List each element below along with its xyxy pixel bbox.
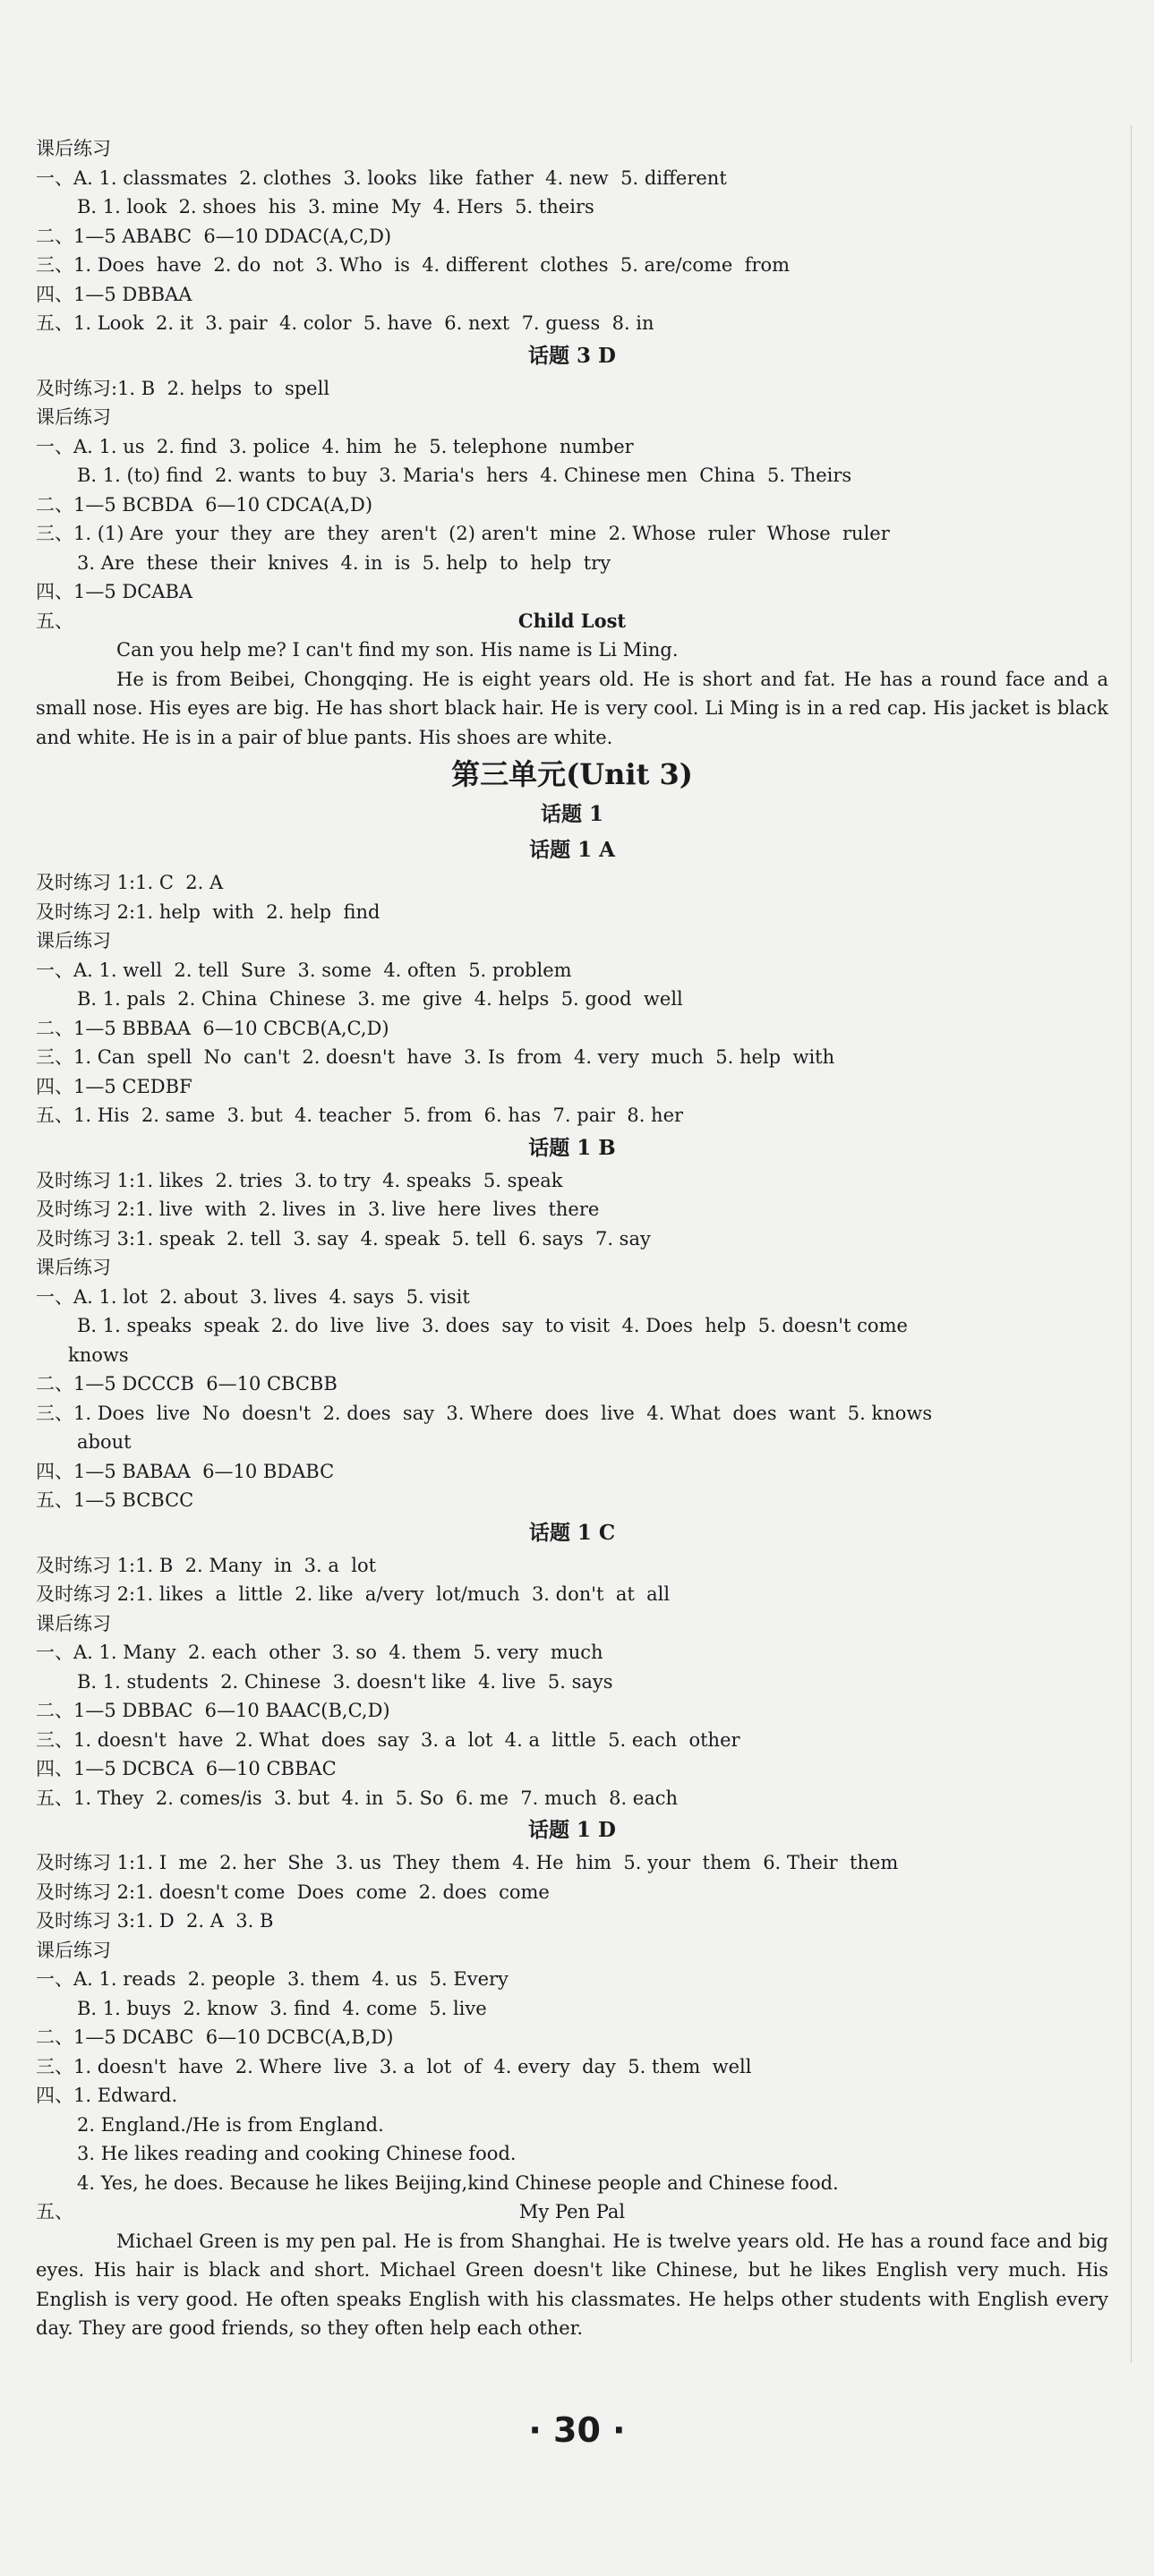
- answer-line: 三、1. doesn't have 2. Where live 3. a lot of 4. every day 5. them well: [36, 2055, 752, 2077]
- answer-line: 二、1—5 BCBDA 6—10 CDCA(A,D): [36, 493, 373, 516]
- answer-line: 2. England./He is from England.: [77, 2113, 384, 2136]
- answer-line: 一、A. 1. us 2. find 3. police 4. him he 5. telephone number: [36, 435, 634, 457]
- essay-paragraph: Michael Green is my pen pal. He is from Shanghai. He is twelve years old. He has a round face and big eyes. His hair is black and short. Michael Green doesn't like Chinese, but he likes English very much. His English is very good. He often speaks English with his classmates. He helps other students with English every day. They are good friends, so they often help each other.: [36, 2230, 1108, 2339]
- answer-line: 及时练习 2:1. help with 2. help find: [36, 900, 380, 923]
- answer-line: 三、1. Can spell No can't 2. doesn't have 3. Is from 4. very much 5. help with: [36, 1046, 835, 1068]
- answer-line: 二、1—5 DCCCB 6—10 CBCBB: [36, 1373, 338, 1395]
- answer-line: 课后练习: [36, 138, 111, 159]
- answer-content: [36, 134, 1108, 2343]
- answer-line: 四、1—5 CEDBF: [36, 1075, 192, 1097]
- answer-line: 四、1—5 DCBCA 6—10 CBBAC: [36, 1758, 337, 1779]
- answer-line: B. 1. speaks speak 2. do live live 3. does say to visit 4. Does help 5. doesn't come: [77, 1315, 908, 1336]
- answer-line: 课后练习: [36, 1257, 111, 1278]
- answer-line: B. 1. (to) find 2. wants to buy 3. Maria's hers 4. Chinese men China 5. Theirs: [77, 465, 852, 486]
- answer-line: 及时练习 1:1. likes 2. tries 3. to try 4. speaks 5. speak: [36, 1169, 563, 1191]
- answer-line: 一、A. 1. classmates 2. clothes 3. looks like father 4. new 5. different: [36, 166, 727, 189]
- essay-title: My Pen Pal: [518, 2201, 626, 2222]
- answer-line: 一、A. 1. Many 2. each other 3. so 4. them 5. very much: [36, 1642, 603, 1663]
- answer-line: 及时练习 2:1. likes a little 2. like a/very lot/much 3. don't at all: [36, 1583, 671, 1605]
- section-label: 五、: [36, 2201, 73, 2222]
- answer-line: 及时练习:1. B 2. helps to spell: [36, 377, 330, 399]
- essay-paragraph: Can you help me? I can't find my son. His name is Li Ming.: [116, 639, 679, 661]
- answer-line: about: [77, 1431, 132, 1453]
- topic-heading: 话题 1 A: [529, 838, 615, 862]
- answer-line: B. 1. students 2. Chinese 3. doesn't like 4. live 5. says: [77, 1670, 613, 1693]
- answer-line: 三、1. doesn't have 2. What does say 3. a lot 4. a little 5. each other: [36, 1728, 740, 1751]
- topic-heading: 话题 1: [540, 802, 603, 826]
- answer-line: 五、1—5 BCBCC: [36, 1489, 194, 1511]
- topic-heading: 话题 3 D: [528, 343, 616, 368]
- answer-line: 及时练习 2:1. live with 2. lives in 3. live here lives there: [36, 1198, 600, 1220]
- answer-line: 五、1. His 2. same 3. but 4. teacher 5. from 6. has 7. pair 8. her: [36, 1105, 684, 1126]
- essay-paragraph: He is from Beibei, Chongqing. He is eight years old. He is short and fat. He has a round face and a small nose. His eyes are big. He has short black hair. He is very cool. Li Ming is in a red cap. His jacket is black and white. He is in a pair of blue pants. His shoes are white.: [36, 668, 1108, 748]
- answer-line: 四、1—5 DBBAA: [36, 283, 192, 305]
- answer-line: 二、1—5 BBBAA 6—10 CBCB(A,C,D): [36, 1017, 389, 1039]
- page-edge-rule: [1131, 125, 1132, 2363]
- essay-title: Child Lost: [517, 609, 627, 632]
- answer-line: 及时练习 3:1. D 2. A 3. B: [36, 1910, 274, 1932]
- answer-line: 一、A. 1. lot 2. about 3. lives 4. says 5. visit: [36, 1285, 470, 1308]
- answer-line: 4. Yes, he does. Because he likes Beijing,kind Chinese people and Chinese food.: [77, 2171, 839, 2194]
- answer-line: 一、A. 1. well 2. tell Sure 3. some 4. often 5. problem: [36, 959, 572, 981]
- essay-heading-row: [36, 607, 1108, 636]
- answer-line: B. 1. look 2. shoes his 3. mine My 4. Hers 5. theirs: [77, 196, 594, 218]
- answer-line: 三、1. (1) Are your they are they aren't (2) aren't mine 2. Whose ruler Whose ruler: [36, 523, 890, 544]
- answer-line: 三、1. Does have 2. do not 3. Who is 4. different clothes 5. are/come from: [36, 254, 791, 276]
- topic-heading: 话题 1 D: [528, 1818, 616, 1842]
- topic-heading: 话题 1 B: [528, 1135, 616, 1160]
- answer-line: 3. He likes reading and cooking Chinese food.: [77, 2143, 517, 2164]
- answer-line: 四、1. Edward.: [36, 2085, 178, 2106]
- essay-heading-row: [36, 2197, 1108, 2227]
- answer-line: 课后练习: [36, 406, 111, 428]
- answer-line: 课后练习: [36, 1939, 111, 1961]
- answer-line: 及时练习 3:1. speak 2. tell 3. say 4. speak 5. tell 6. says 7. say: [36, 1227, 651, 1250]
- section-label: 五、: [36, 610, 73, 632]
- answer-line: knows: [68, 1343, 129, 1366]
- answer-line: 及时练习 1:1. I me 2. her She 3. us They them 4. He him 5. your them 6. Their them: [36, 1852, 899, 1873]
- answer-line: 二、1—5 ABABC 6—10 DDAC(A,C,D): [36, 225, 392, 247]
- answer-line: 课后练习: [36, 1612, 111, 1634]
- answer-line: 课后练习: [36, 930, 111, 951]
- answer-line: 二、1—5 DCABC 6—10 DCBC(A,B,D): [36, 2026, 394, 2048]
- answer-line: 及时练习 2:1. doesn't come Does come 2. does come: [36, 1881, 550, 1903]
- answer-line: 及时练习 1:1. C 2. A: [36, 872, 224, 893]
- answer-line: 四、1—5 DCABA: [36, 581, 193, 602]
- answer-line: 一、A. 1. reads 2. people 3. them 4. us 5. Every: [36, 1968, 509, 1990]
- page-number: · 30 ·: [528, 2410, 626, 2450]
- answer-line: 四、1—5 BABAA 6—10 BDABC: [36, 1460, 335, 1482]
- answer-line: 三、1. Does live No doesn't 2. does say 3. Where does live 4. What does want 5. knows: [36, 1402, 933, 1424]
- answer-line: B. 1. buys 2. know 3. find 4. come 5. live: [77, 1997, 487, 2019]
- answer-line: 3. Are these their knives 4. in is 5. help to help try: [77, 551, 611, 574]
- answer-line: 五、1. Look 2. it 3. pair 4. color 5. have 6. next 7. guess 8. in: [36, 312, 654, 334]
- answer-line: 及时练习 1:1. B 2. Many in 3. a lot: [36, 1554, 377, 1576]
- topic-heading: 话题 1 C: [528, 1520, 616, 1545]
- answer-line: 五、1. They 2. comes/is 3. but 4. in 5. So 6. me 7. much 8. each: [36, 1787, 679, 1809]
- answer-line: B. 1. pals 2. China Chinese 3. me give 4. helps 5. good well: [77, 988, 683, 1010]
- answer-line: 二、1—5 DBBAC 6—10 BAAC(B,C,D): [36, 1700, 390, 1721]
- unit-heading: 第三单元(Unit 3): [451, 757, 693, 791]
